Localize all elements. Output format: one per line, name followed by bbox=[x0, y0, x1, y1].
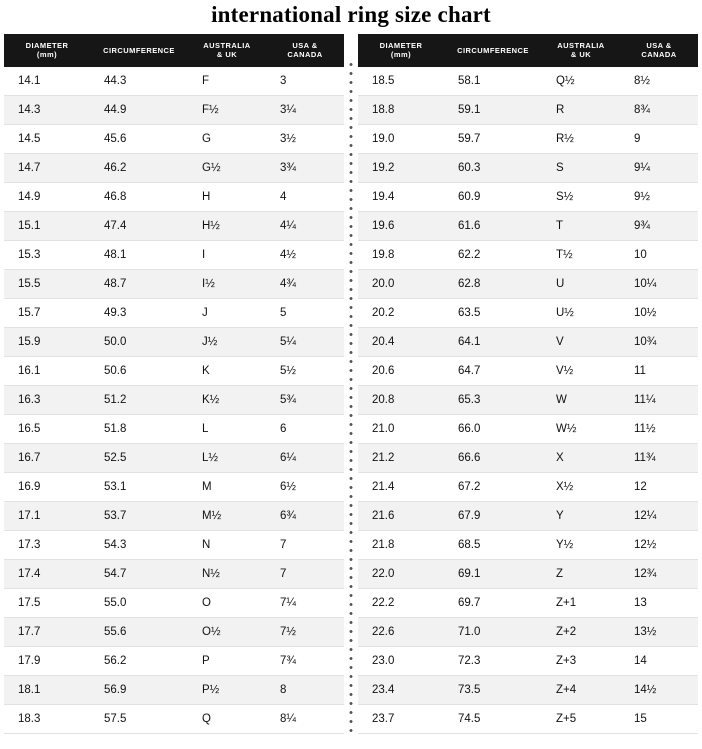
cell-diameter: 14.1 bbox=[4, 67, 90, 96]
cell-circumference: 62.8 bbox=[444, 270, 542, 299]
ring-size-chart-page bbox=[0, 2, 702, 749]
table-row bbox=[358, 589, 698, 618]
cell-usa-canada: 10¼ bbox=[620, 270, 698, 299]
cell-circumference: 66.0 bbox=[444, 415, 542, 444]
table-row bbox=[358, 357, 698, 386]
cell-usa-canada: 6¼ bbox=[266, 444, 344, 473]
cell-australia-uk: J½ bbox=[188, 328, 266, 357]
cell-usa-canada: 11¾ bbox=[620, 444, 698, 473]
cell-usa-canada: 4½ bbox=[266, 241, 344, 270]
cell-diameter: 15.1 bbox=[4, 212, 90, 241]
cell-circumference: 62.2 bbox=[444, 241, 542, 270]
cell-usa-canada: 7½ bbox=[266, 618, 344, 647]
cell-diameter: 19.6 bbox=[358, 212, 444, 241]
table-row bbox=[358, 241, 698, 270]
cell-australia-uk: K½ bbox=[188, 386, 266, 415]
left-table-head bbox=[4, 34, 344, 67]
cell-diameter: 19.8 bbox=[358, 241, 444, 270]
table-row bbox=[358, 386, 698, 415]
cell-diameter: 22.0 bbox=[358, 560, 444, 589]
table-row bbox=[4, 560, 344, 589]
cell-circumference: 54.7 bbox=[90, 560, 188, 589]
cell-australia-uk: Q½ bbox=[542, 67, 620, 96]
cell-circumference: 50.0 bbox=[90, 328, 188, 357]
table-row bbox=[4, 473, 344, 502]
cell-diameter: 18.3 bbox=[4, 705, 90, 734]
cell-australia-uk: Y bbox=[542, 502, 620, 531]
cell-diameter: 15.3 bbox=[4, 241, 90, 270]
right-table-head bbox=[358, 34, 698, 67]
cell-diameter: 21.6 bbox=[358, 502, 444, 531]
cell-australia-uk: Y½ bbox=[542, 531, 620, 560]
table-row bbox=[4, 299, 344, 328]
dotted-divider bbox=[348, 60, 354, 734]
cell-circumference: 53.1 bbox=[90, 473, 188, 502]
cell-usa-canada: 12¾ bbox=[620, 560, 698, 589]
cell-usa-canada: 4 bbox=[266, 183, 344, 212]
cell-diameter: 14.9 bbox=[4, 183, 90, 212]
cell-australia-uk: P bbox=[188, 647, 266, 676]
cell-diameter: 17.1 bbox=[4, 502, 90, 531]
cell-australia-uk: K bbox=[188, 357, 266, 386]
cell-circumference: 59.7 bbox=[444, 125, 542, 154]
cell-australia-uk: Z+3 bbox=[542, 647, 620, 676]
cell-australia-uk: Z+4 bbox=[542, 676, 620, 705]
cell-australia-uk: H½ bbox=[188, 212, 266, 241]
table-row bbox=[358, 96, 698, 125]
cell-usa-canada: 11¼ bbox=[620, 386, 698, 415]
table-row bbox=[358, 415, 698, 444]
header-diameter bbox=[4, 34, 90, 67]
header-australia-uk bbox=[188, 34, 266, 67]
page-title: international ring size chart bbox=[211, 2, 491, 27]
cell-australia-uk: V bbox=[542, 328, 620, 357]
table-row bbox=[4, 125, 344, 154]
table-row bbox=[4, 241, 344, 270]
cell-usa-canada: 8¾ bbox=[620, 96, 698, 125]
cell-usa-canada: 10¾ bbox=[620, 328, 698, 357]
cell-diameter: 16.3 bbox=[4, 386, 90, 415]
cell-diameter: 20.6 bbox=[358, 357, 444, 386]
cell-diameter: 23.4 bbox=[358, 676, 444, 705]
header-australia-uk-line1: AUSTRALIA bbox=[557, 41, 605, 50]
cell-circumference: 52.5 bbox=[90, 444, 188, 473]
header-usa-canada-line1: USA & bbox=[646, 41, 672, 50]
cell-usa-canada: 3 bbox=[266, 67, 344, 96]
cell-usa-canada: 4¾ bbox=[266, 270, 344, 299]
cell-diameter: 17.7 bbox=[4, 618, 90, 647]
table-row bbox=[4, 647, 344, 676]
cell-australia-uk: S½ bbox=[542, 183, 620, 212]
cell-diameter: 18.8 bbox=[358, 96, 444, 125]
cell-usa-canada: 9½ bbox=[620, 183, 698, 212]
cell-circumference: 69.1 bbox=[444, 560, 542, 589]
table-row bbox=[4, 589, 344, 618]
cell-diameter: 17.9 bbox=[4, 647, 90, 676]
cell-circumference: 44.9 bbox=[90, 96, 188, 125]
cell-diameter: 14.3 bbox=[4, 96, 90, 125]
table-row bbox=[4, 531, 344, 560]
cell-diameter: 16.9 bbox=[4, 473, 90, 502]
cell-circumference: 74.5 bbox=[444, 705, 542, 734]
cell-australia-uk: Q bbox=[188, 705, 266, 734]
header-circumference bbox=[90, 34, 188, 67]
header-usa-canada-line1: USA & bbox=[292, 41, 318, 50]
cell-usa-canada: 12½ bbox=[620, 531, 698, 560]
header-australia-uk bbox=[542, 34, 620, 67]
cell-australia-uk: M bbox=[188, 473, 266, 502]
cell-australia-uk: I½ bbox=[188, 270, 266, 299]
cell-diameter: 23.7 bbox=[358, 705, 444, 734]
cell-diameter: 23.0 bbox=[358, 647, 444, 676]
header-diameter-line1: DIAMETER bbox=[25, 41, 69, 50]
cell-australia-uk: V½ bbox=[542, 357, 620, 386]
cell-circumference: 46.2 bbox=[90, 154, 188, 183]
cell-australia-uk: G bbox=[188, 125, 266, 154]
cell-diameter: 20.0 bbox=[358, 270, 444, 299]
cell-usa-canada: 7¼ bbox=[266, 589, 344, 618]
table-row bbox=[358, 502, 698, 531]
table-row bbox=[4, 502, 344, 531]
cell-circumference: 64.1 bbox=[444, 328, 542, 357]
header-usa-canada-line2: CANADA bbox=[287, 50, 323, 60]
cell-usa-canada: 10½ bbox=[620, 299, 698, 328]
cell-diameter: 18.5 bbox=[358, 67, 444, 96]
cell-circumference: 69.7 bbox=[444, 589, 542, 618]
cell-usa-canada: 11½ bbox=[620, 415, 698, 444]
cell-usa-canada: 5 bbox=[266, 299, 344, 328]
cell-usa-canada: 13 bbox=[620, 589, 698, 618]
cell-circumference: 46.8 bbox=[90, 183, 188, 212]
left-table-body bbox=[4, 67, 344, 734]
cell-diameter: 16.5 bbox=[4, 415, 90, 444]
cell-usa-canada: 6½ bbox=[266, 473, 344, 502]
cell-australia-uk: S bbox=[542, 154, 620, 183]
cell-usa-canada: 14½ bbox=[620, 676, 698, 705]
cell-diameter: 21.4 bbox=[358, 473, 444, 502]
cell-diameter: 20.4 bbox=[358, 328, 444, 357]
cell-circumference: 65.3 bbox=[444, 386, 542, 415]
cell-usa-canada: 12 bbox=[620, 473, 698, 502]
cell-australia-uk: H bbox=[188, 183, 266, 212]
cell-australia-uk: Z bbox=[542, 560, 620, 589]
cell-australia-uk: N½ bbox=[188, 560, 266, 589]
cell-circumference: 51.2 bbox=[90, 386, 188, 415]
table-row bbox=[358, 618, 698, 647]
table-row bbox=[358, 531, 698, 560]
cell-australia-uk: L bbox=[188, 415, 266, 444]
cell-circumference: 56.9 bbox=[90, 676, 188, 705]
table-row bbox=[358, 154, 698, 183]
cell-diameter: 15.5 bbox=[4, 270, 90, 299]
table-row bbox=[4, 386, 344, 415]
right-header-row bbox=[358, 34, 698, 67]
cell-usa-canada: 3½ bbox=[266, 125, 344, 154]
table-row bbox=[358, 328, 698, 357]
table-row bbox=[4, 618, 344, 647]
cell-australia-uk: G½ bbox=[188, 154, 266, 183]
cell-australia-uk: T bbox=[542, 212, 620, 241]
cell-circumference: 59.1 bbox=[444, 96, 542, 125]
cell-australia-uk: M½ bbox=[188, 502, 266, 531]
table-row bbox=[358, 705, 698, 734]
cell-circumference: 48.1 bbox=[90, 241, 188, 270]
left-header-row bbox=[4, 34, 344, 67]
cell-circumference: 55.6 bbox=[90, 618, 188, 647]
table-row bbox=[358, 676, 698, 705]
table-row bbox=[4, 154, 344, 183]
cell-diameter: 17.3 bbox=[4, 531, 90, 560]
cell-usa-canada: 6¾ bbox=[266, 502, 344, 531]
table-row bbox=[4, 270, 344, 299]
header-australia-uk-line2: & UK bbox=[570, 50, 592, 60]
table-row bbox=[4, 705, 344, 734]
cell-circumference: 51.8 bbox=[90, 415, 188, 444]
cell-australia-uk: O bbox=[188, 589, 266, 618]
table-row bbox=[358, 67, 698, 96]
cell-circumference: 61.6 bbox=[444, 212, 542, 241]
cell-usa-canada: 12¼ bbox=[620, 502, 698, 531]
cell-usa-canada: 15 bbox=[620, 705, 698, 734]
cell-australia-uk: X½ bbox=[542, 473, 620, 502]
cell-circumference: 58.1 bbox=[444, 67, 542, 96]
cell-usa-canada: 11 bbox=[620, 357, 698, 386]
cell-circumference: 72.3 bbox=[444, 647, 542, 676]
right-table-body bbox=[358, 67, 698, 734]
cell-circumference: 60.3 bbox=[444, 154, 542, 183]
cell-australia-uk: Z+5 bbox=[542, 705, 620, 734]
cell-circumference: 50.6 bbox=[90, 357, 188, 386]
cell-usa-canada: 9¼ bbox=[620, 154, 698, 183]
header-circumference bbox=[444, 34, 542, 67]
header-circumference-line1: CIRCUMFERENCE bbox=[457, 45, 529, 55]
table-row bbox=[358, 125, 698, 154]
cell-circumference: 56.2 bbox=[90, 647, 188, 676]
cell-circumference: 64.7 bbox=[444, 357, 542, 386]
cell-australia-uk: L½ bbox=[188, 444, 266, 473]
cell-usa-canada: 8¼ bbox=[266, 705, 344, 734]
cell-australia-uk: R½ bbox=[542, 125, 620, 154]
cell-diameter: 19.4 bbox=[358, 183, 444, 212]
header-diameter-line2: (mm) bbox=[390, 50, 412, 60]
cell-circumference: 49.3 bbox=[90, 299, 188, 328]
cell-australia-uk: I bbox=[188, 241, 266, 270]
cell-usa-canada: 10 bbox=[620, 241, 698, 270]
table-row bbox=[358, 212, 698, 241]
table-row bbox=[4, 444, 344, 473]
cell-australia-uk: U bbox=[542, 270, 620, 299]
cell-usa-canada: 5½ bbox=[266, 357, 344, 386]
cell-australia-uk: R bbox=[542, 96, 620, 125]
cell-diameter: 19.2 bbox=[358, 154, 444, 183]
cell-australia-uk: F bbox=[188, 67, 266, 96]
table-row bbox=[358, 183, 698, 212]
cell-circumference: 71.0 bbox=[444, 618, 542, 647]
header-australia-uk-line1: AUSTRALIA bbox=[203, 41, 251, 50]
table-row bbox=[358, 473, 698, 502]
cell-diameter: 22.2 bbox=[358, 589, 444, 618]
cell-diameter: 14.7 bbox=[4, 154, 90, 183]
cell-circumference: 73.5 bbox=[444, 676, 542, 705]
cell-usa-canada: 7¾ bbox=[266, 647, 344, 676]
header-usa-canada bbox=[620, 34, 698, 67]
table-row bbox=[358, 647, 698, 676]
cell-circumference: 67.2 bbox=[444, 473, 542, 502]
cell-circumference: 66.6 bbox=[444, 444, 542, 473]
right-size-table bbox=[358, 34, 698, 734]
table-row bbox=[4, 212, 344, 241]
cell-australia-uk: N bbox=[188, 531, 266, 560]
cell-australia-uk: W½ bbox=[542, 415, 620, 444]
cell-diameter: 20.8 bbox=[358, 386, 444, 415]
cell-diameter: 16.1 bbox=[4, 357, 90, 386]
cell-circumference: 68.5 bbox=[444, 531, 542, 560]
cell-circumference: 63.5 bbox=[444, 299, 542, 328]
cell-circumference: 57.5 bbox=[90, 705, 188, 734]
cell-usa-canada: 8 bbox=[266, 676, 344, 705]
cell-diameter: 21.2 bbox=[358, 444, 444, 473]
table-row bbox=[358, 444, 698, 473]
header-usa-canada-line2: CANADA bbox=[641, 50, 677, 60]
cell-usa-canada: 9¾ bbox=[620, 212, 698, 241]
cell-circumference: 53.7 bbox=[90, 502, 188, 531]
cell-usa-canada: 13½ bbox=[620, 618, 698, 647]
cell-usa-canada: 6 bbox=[266, 415, 344, 444]
cell-australia-uk: X bbox=[542, 444, 620, 473]
cell-diameter: 14.5 bbox=[4, 125, 90, 154]
cell-diameter: 19.0 bbox=[358, 125, 444, 154]
cell-circumference: 60.9 bbox=[444, 183, 542, 212]
cell-diameter: 15.7 bbox=[4, 299, 90, 328]
cell-usa-canada: 9 bbox=[620, 125, 698, 154]
table-row bbox=[4, 183, 344, 212]
header-circumference-line1: CIRCUMFERENCE bbox=[103, 45, 175, 55]
cell-diameter: 18.1 bbox=[4, 676, 90, 705]
cell-usa-canada: 3¼ bbox=[266, 96, 344, 125]
cell-australia-uk: J bbox=[188, 299, 266, 328]
cell-circumference: 54.3 bbox=[90, 531, 188, 560]
cell-australia-uk: U½ bbox=[542, 299, 620, 328]
table-row bbox=[4, 67, 344, 96]
cell-diameter: 15.9 bbox=[4, 328, 90, 357]
header-australia-uk-line2: & UK bbox=[216, 50, 238, 60]
table-row bbox=[4, 96, 344, 125]
cell-usa-canada: 5¼ bbox=[266, 328, 344, 357]
table-row bbox=[4, 415, 344, 444]
cell-diameter: 17.5 bbox=[4, 589, 90, 618]
cell-circumference: 48.7 bbox=[90, 270, 188, 299]
cell-diameter: 20.2 bbox=[358, 299, 444, 328]
cell-australia-uk: P½ bbox=[188, 676, 266, 705]
cell-usa-canada: 7 bbox=[266, 560, 344, 589]
cell-circumference: 45.6 bbox=[90, 125, 188, 154]
table-row bbox=[4, 676, 344, 705]
cell-australia-uk: F½ bbox=[188, 96, 266, 125]
table-row bbox=[358, 560, 698, 589]
cell-diameter: 16.7 bbox=[4, 444, 90, 473]
cell-usa-canada: 7 bbox=[266, 531, 344, 560]
cell-australia-uk: Z+1 bbox=[542, 589, 620, 618]
tables-container bbox=[0, 34, 702, 734]
cell-circumference: 55.0 bbox=[90, 589, 188, 618]
cell-australia-uk: W bbox=[542, 386, 620, 415]
cell-circumference: 44.3 bbox=[90, 67, 188, 96]
table-row bbox=[4, 328, 344, 357]
cell-circumference: 67.9 bbox=[444, 502, 542, 531]
header-diameter bbox=[358, 34, 444, 67]
cell-usa-canada: 5¾ bbox=[266, 386, 344, 415]
cell-australia-uk: Z+2 bbox=[542, 618, 620, 647]
header-diameter-line2: (mm) bbox=[36, 50, 58, 60]
cell-australia-uk: O½ bbox=[188, 618, 266, 647]
cell-diameter: 17.4 bbox=[4, 560, 90, 589]
cell-circumference: 47.4 bbox=[90, 212, 188, 241]
cell-usa-canada: 3¾ bbox=[266, 154, 344, 183]
header-diameter-line1: DIAMETER bbox=[379, 41, 423, 50]
cell-usa-canada: 8½ bbox=[620, 67, 698, 96]
cell-diameter: 21.8 bbox=[358, 531, 444, 560]
cell-australia-uk: T½ bbox=[542, 241, 620, 270]
table-row bbox=[4, 357, 344, 386]
cell-usa-canada: 14 bbox=[620, 647, 698, 676]
left-size-table bbox=[4, 34, 344, 734]
table-row bbox=[358, 299, 698, 328]
table-row bbox=[358, 270, 698, 299]
header-usa-canada bbox=[266, 34, 344, 67]
cell-diameter: 21.0 bbox=[358, 415, 444, 444]
cell-usa-canada: 4¼ bbox=[266, 212, 344, 241]
cell-diameter: 22.6 bbox=[358, 618, 444, 647]
